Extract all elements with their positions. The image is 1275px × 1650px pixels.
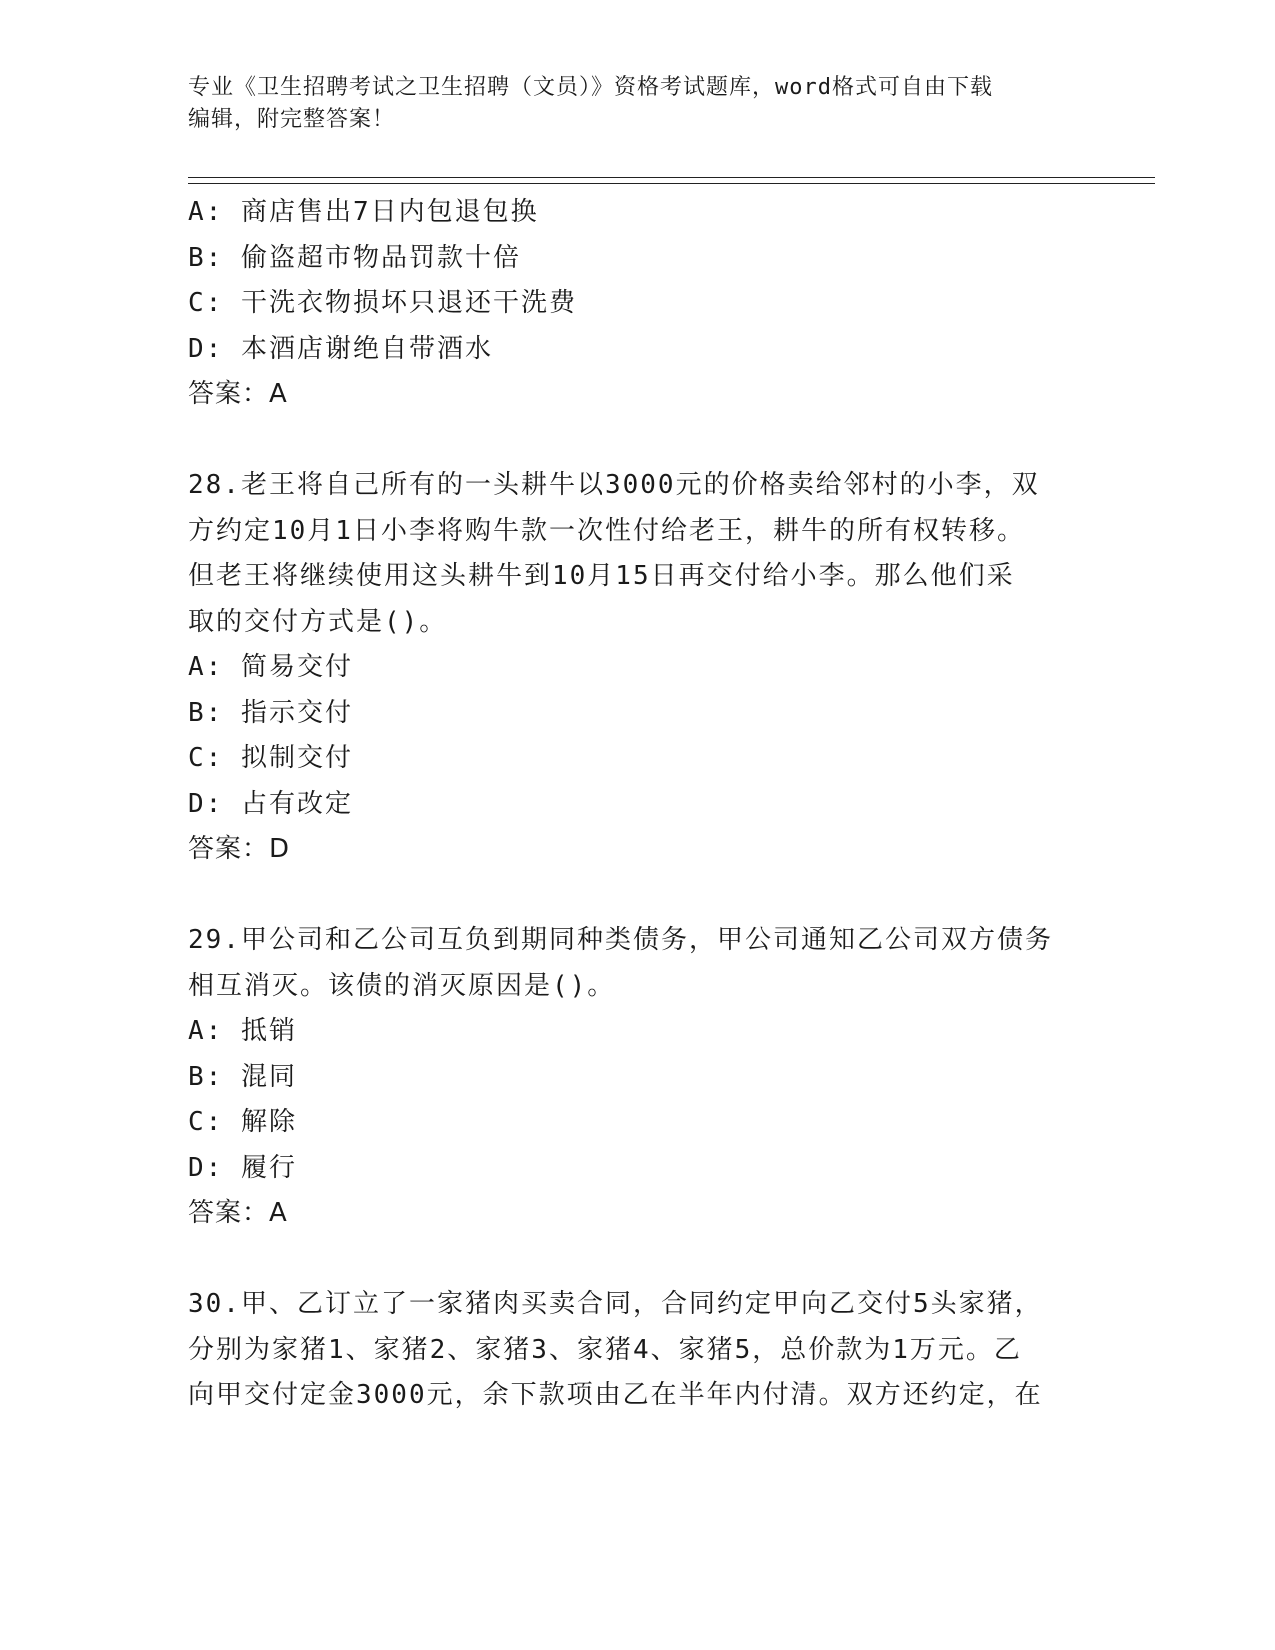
option-c: C: 解除 bbox=[188, 1107, 297, 1137]
answer-line: 答案：A bbox=[188, 1198, 288, 1228]
header-divider-top bbox=[188, 177, 1155, 178]
question-content bbox=[188, 190, 1088, 1419]
question-text-line: 取的交付方式是()。 bbox=[188, 606, 448, 637]
option-d: D: 本酒店谢绝自带酒水 bbox=[188, 333, 493, 364]
question-text-line: 分别为家猪1、家猪2、家猪3、家猪4、家猪5，总价款为1万元。乙 bbox=[188, 1334, 1022, 1365]
option-b: B: 混同 bbox=[188, 1061, 297, 1092]
question-text-line: 28.老王将自己所有的一头耕牛以3000元的价格卖给邻村的小李，双 bbox=[188, 470, 1040, 500]
question-28 bbox=[188, 463, 1088, 873]
option-c: C: 干洗衣物损坏只退还干洗费 bbox=[188, 288, 577, 318]
option-d: D: 占有改定 bbox=[188, 788, 353, 819]
question-29 bbox=[188, 918, 1088, 1237]
document-header bbox=[188, 72, 1088, 136]
option-b: B: 指示交付 bbox=[188, 697, 353, 728]
question-text-line: 29.甲公司和乙公司互负到期同种类债务，甲公司通知乙公司双方债务 bbox=[188, 925, 1053, 955]
option-a: A: 商店售出7日内包退包换 bbox=[188, 197, 539, 227]
question-prev bbox=[188, 190, 1088, 418]
option-a: A: 抵销 bbox=[188, 1016, 297, 1046]
question-text-line: 相互消灭。该债的消灭原因是()。 bbox=[188, 970, 616, 1001]
option-b: B: 偷盗超市物品罚款十倍 bbox=[188, 242, 521, 273]
header-line-1: 专业《卫生招聘考试之卫生招聘（文员）》资格考试题库，word格式可自由下载 bbox=[188, 75, 993, 100]
spacer bbox=[188, 1237, 1088, 1283]
question-text-line: 但老王将继续使用这头耕牛到10月15日再交付给小李。那么他们采 bbox=[188, 561, 1015, 591]
question-text-line: 30.甲、乙订立了一家猪肉买卖合同，合同约定甲向乙交付5头家猪， bbox=[188, 1289, 1043, 1319]
question-text-line: 向甲交付定金3000元，余下款项由乙在半年内付清。双方还约定，在 bbox=[188, 1380, 1043, 1410]
spacer bbox=[188, 418, 1088, 464]
question-30 bbox=[188, 1282, 1088, 1419]
spacer bbox=[188, 873, 1088, 919]
header-divider-bottom bbox=[188, 183, 1155, 184]
option-c: C: 拟制交付 bbox=[188, 743, 353, 773]
option-d: D: 履行 bbox=[188, 1152, 297, 1183]
answer-line: 答案：D bbox=[188, 834, 291, 864]
answer-line: 答案：A bbox=[188, 379, 288, 409]
option-a: A: 简易交付 bbox=[188, 652, 353, 682]
question-text-line: 方约定10月1日小李将购牛款一次性付给老王，耕牛的所有权转移。 bbox=[188, 515, 1025, 546]
header-line-2: 编辑，附完整答案！ bbox=[188, 107, 396, 132]
